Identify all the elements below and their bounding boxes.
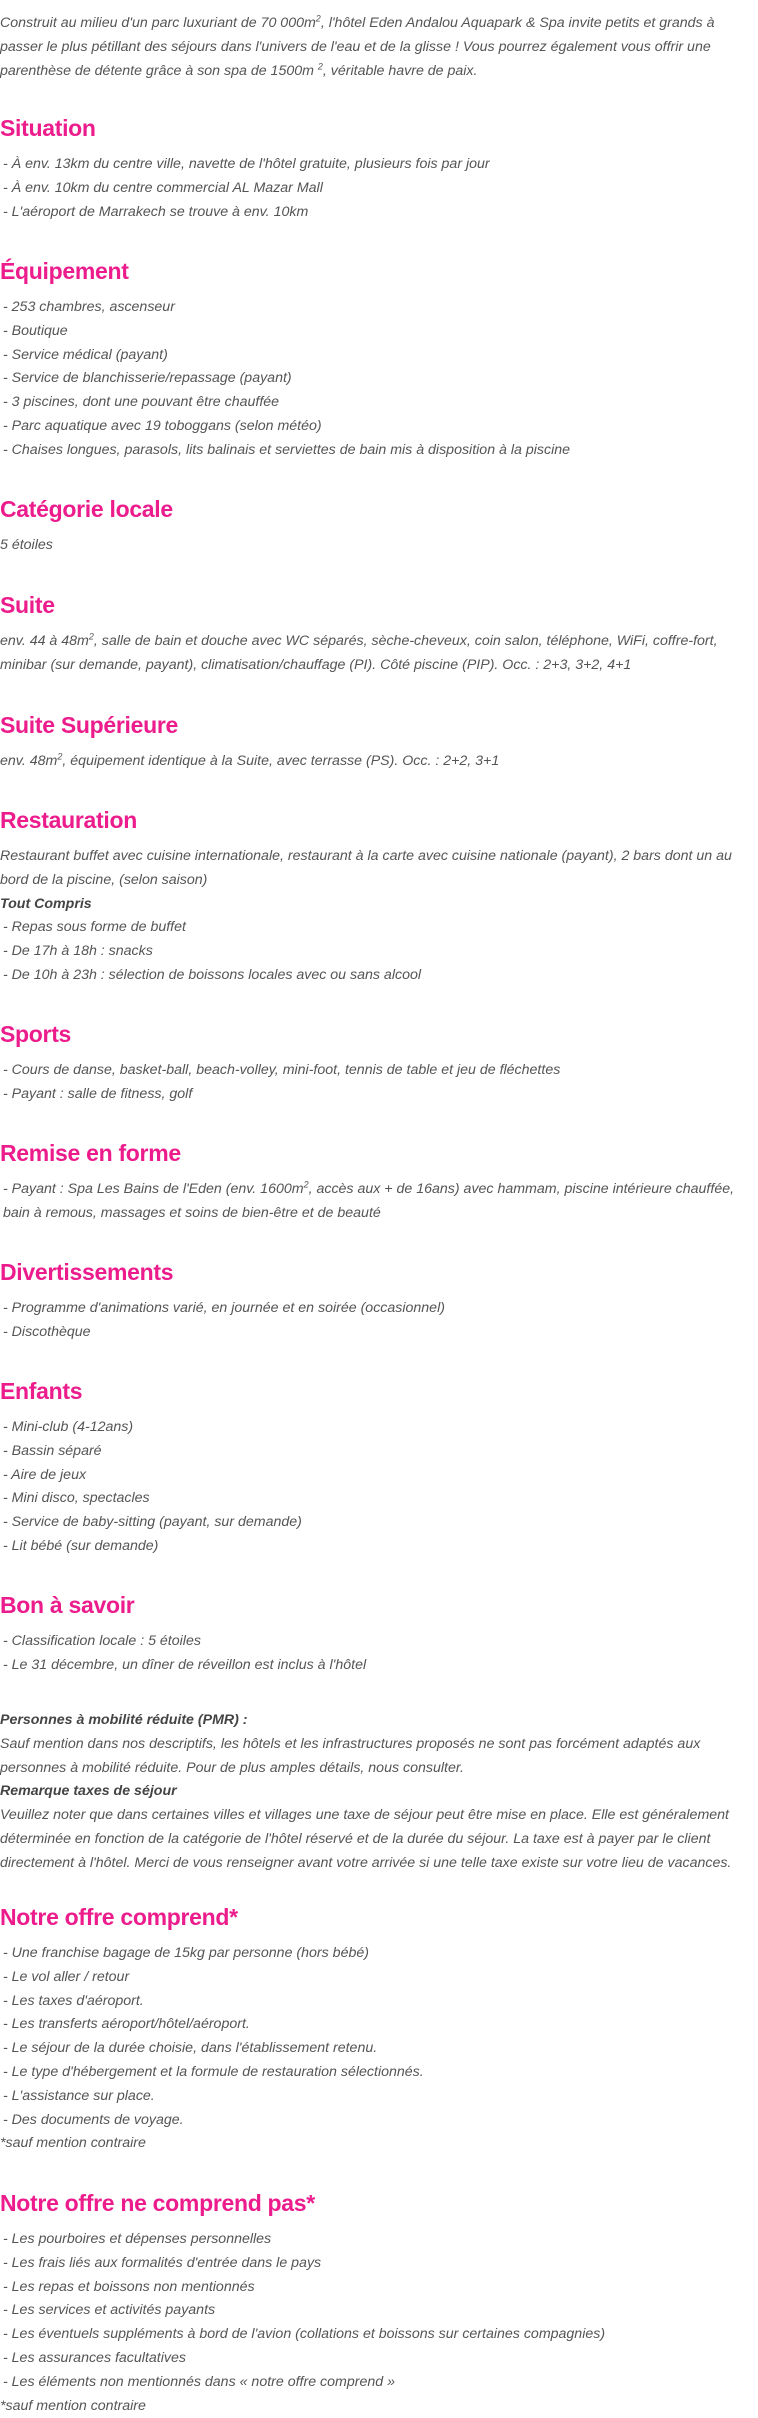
remise-en-forme-heading: Remise en forme (0, 1140, 181, 1166)
list-item: - Les assurances facultatives (3, 2349, 186, 2366)
tout-compris-label: Tout Compris (0, 895, 92, 912)
list-item: - Le vol aller / retour (3, 1968, 130, 1985)
divertissements-heading: Divertissements (0, 1259, 174, 1285)
intro-text-3: , véritable havre de paix. (322, 62, 478, 79)
list-item: - Mini-club (4-12ans) (3, 1419, 134, 1435)
remise-text-2: , accès aux + de 16ans) avec hammam, piscine intérieure chauffée, bain à remous, massages et soins de bien-être et de beauté (3, 1181, 735, 1221)
list-item: - À env. 13km du centre ville, navette de l'hôtel gratuite, plusieurs fois par jour (3, 156, 490, 172)
list-item: - Une franchise bagage de 15kg par personne (hors bébé) (3, 1945, 369, 1961)
list-item: - Les pourboires et dépenses personnelles (3, 2231, 272, 2247)
suite-sup: 2 (88, 631, 94, 642)
list-item: - Des documents de voyage. (3, 2111, 184, 2128)
list-item: - Les éléments non mentionnés dans « notre offre comprend » (3, 2373, 395, 2390)
list-item: - Aire de jeux (3, 1466, 87, 1483)
bon-a-savoir-heading: Bon à savoir (0, 1592, 135, 1618)
list-item: - Les repas et boissons non mentionnés (3, 2278, 255, 2295)
offre-note: *sauf mention contraire (0, 2135, 146, 2152)
remise-text-1: - Payant : Spa Les Bains de l'Eden (env. 1600m (3, 1181, 304, 1197)
restauration-text: Restaurant buffet avec cuisine internationale, restaurant à la carte avec cuisine nationale (payant), 2 bars dont un au bord de la piscine, (selon saison) (0, 848, 732, 888)
equipement-heading: Équipement (0, 258, 129, 284)
list-item: - Les transferts aéroport/hôtel/aéroport. (3, 2016, 250, 2033)
list-item: - Bassin séparé (3, 1442, 102, 1459)
list-item: - Mini disco, spectacles (3, 1490, 150, 1507)
list-item: - À env. 10km du centre commercial AL Mazar Mall (3, 179, 323, 196)
pmr-section (0, 1709, 758, 1876)
list-item: - De 17h à 18h : snacks (3, 943, 153, 960)
intro-sup-2: 2 (317, 60, 323, 71)
list-item: - Service de blanchisserie/repassage (payant) (3, 370, 292, 387)
list-item: - Chaises longues, parasols, lits balinais et serviettes de bain mis à disposition à la piscine (3, 441, 571, 458)
taxe-label: Remarque taxes de séjour (0, 1783, 177, 1800)
list-item: - Les frais liés aux formalités d'entrée dans le pays (3, 2254, 322, 2271)
list-item: - L'assistance sur place. (3, 2087, 155, 2104)
remise-sup: 2 (303, 1179, 309, 1190)
equipement-list (0, 296, 758, 463)
suite-text-1: env. 44 à 48m (0, 633, 89, 649)
list-item: - Programme d'animations varié, en journée et en soirée (occasionnel) (3, 1300, 445, 1316)
intro-paragraph (0, 12, 758, 83)
list-item: - Parc aquatique avec 19 toboggans (selon météo) (3, 417, 322, 434)
list-item: - Le 31 décembre, un dîner de réveillon est inclus à l'hôtel (3, 1656, 367, 1673)
suite-superieure-description (0, 750, 758, 774)
suite-sup-text-1: env. 48m (0, 753, 58, 769)
categorie-text: 5 étoiles (0, 537, 53, 553)
offre-comprend-list (0, 1942, 758, 2156)
list-item: - Service de baby-sitting (payant, sur demande) (3, 1514, 302, 1531)
list-item: - Les éventuels suppléments à bord de l'avion (collations et boissons sur certaines compagnies) (3, 2326, 606, 2343)
non-offre-note: *sauf mention contraire (0, 2397, 146, 2414)
pmr-text: Sauf mention dans nos descriptifs, les hôtels et les infrastructures proposés ne sont pas forcément adaptés aux personnes à mobilité réduite. Pour de plus amples détails, nous consulter. (0, 1735, 701, 1776)
sports-heading: Sports (0, 1021, 72, 1047)
list-item: - Cours de danse, basket-ball, beach-volley, mini-foot, tennis de table et jeu de fléchettes (3, 1062, 561, 1078)
list-item: - Service médical (payant) (3, 346, 168, 363)
intro-text-2: , l'hôtel Eden Andalou Aquapark & Spa invite petits et grands à passer le plus pétillant des séjours dans l'univers de l'eau et de la glisse ! Vous pourrez également vous offrir une parenthèse de détente grâce à son spa de 1500m (0, 15, 715, 79)
list-item: - L'aéroport de Marrakech se trouve à env. 10km (3, 203, 309, 220)
enfants-list (0, 1416, 758, 1559)
divertissements-list (0, 1297, 758, 1345)
situation-heading: Situation (0, 115, 96, 141)
situation-list (0, 153, 758, 224)
list-item: - Boutique (3, 322, 68, 339)
suite-heading: Suite (0, 592, 55, 618)
suite-sup-text-2: , équipement identique à la Suite, avec terrasse (PS). Occ. : 2+2, 3+1 (62, 753, 500, 769)
suite-sup-sup: 2 (57, 751, 63, 762)
offre-ne-comprend-pas-list (0, 2228, 758, 2418)
list-item: - 253 chambres, ascenseur (3, 299, 175, 315)
intro-sup-1: 2 (315, 13, 321, 24)
list-item: - Discothèque (3, 1323, 91, 1340)
list-item: - 3 piscines, dont une pouvant être chauffée (3, 394, 280, 411)
intro-text-1: Construit au milieu d'un parc luxuriant de 70 000m (0, 15, 316, 31)
remise-en-forme-text (0, 1178, 758, 1226)
list-item: - Les taxes d'aéroport. (3, 1992, 144, 2009)
offre-comprend-heading: Notre offre comprend* (0, 1904, 238, 1930)
enfants-heading: Enfants (0, 1378, 83, 1404)
offre-ne-comprend-pas-heading: Notre offre ne comprend pas* (0, 2190, 315, 2216)
suite-description (0, 630, 758, 678)
list-item: - Le séjour de la durée choisie, dans l'établissement retenu. (3, 2040, 378, 2057)
restauration-heading: Restauration (0, 807, 137, 833)
list-item: - Le type d'hébergement et la formule de restauration sélectionnés. (3, 2063, 424, 2080)
list-item: - De 10h à 23h : sélection de boissons locales avec ou sans alcool (3, 966, 421, 983)
suite-superieure-heading: Suite Supérieure (0, 712, 178, 738)
suite-text-2: , salle de bain et douche avec WC séparés, sèche-cheveux, coin salon, téléphone, WiFi, coffre-fort, minibar (sur demande, payant), climatisation/chauffage (PI). Côté piscine (PIP). Occ. : 2+3, 3+2, 4+1 (0, 633, 718, 673)
list-item: - Lit bébé (sur demande) (3, 1537, 159, 1554)
list-item: - Classification locale : 5 étoiles (3, 1633, 201, 1649)
pmr-label: Personnes à mobilité réduite (PMR) : (0, 1712, 248, 1728)
categorie-heading: Catégorie locale (0, 496, 173, 522)
restauration-section (0, 845, 758, 988)
list-item: - Payant : salle de fitness, golf (3, 1085, 193, 1102)
list-item: - Repas sous forme de buffet (3, 919, 186, 936)
taxe-text: Veuillez noter que dans certaines villes et villages une taxe de séjour peut être mise en place. Elle est généralement déterminée en fonction de la catégorie de l'hôtel réservé et de la durée du séjour. La taxe est à payer par le client directement à l'hôtel. Merci de vous renseigner avant votre arrivée si une telle taxe existe sur votre lieu de vacances. (0, 1807, 732, 1871)
sports-list (0, 1059, 758, 1107)
list-item: - Les services et activités payants (3, 2302, 216, 2319)
bon-a-savoir-list (0, 1630, 758, 1678)
